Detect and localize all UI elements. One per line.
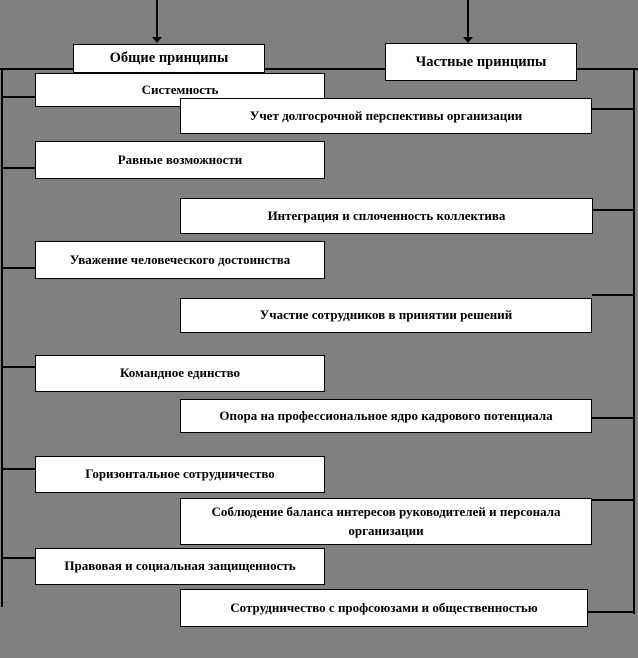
principle-label: Опора на профессиональное ядро кадрового потенциала [219, 407, 553, 423]
right-stub-line-4 [585, 417, 635, 419]
right-stub-line-6 [580, 611, 635, 613]
principle-label: Уважение человеческого достоинства [69, 251, 291, 267]
header-box-general [73, 44, 265, 73]
right-rail-line [633, 68, 635, 614]
arrow-stem [156, 0, 158, 38]
principle-label: Командное единство [119, 365, 241, 381]
particular-principle-box-1 [180, 98, 592, 134]
arrow-stem [467, 0, 469, 38]
principle-label: Учет долгосрочной перспективы организации [249, 107, 523, 123]
general-principle-box-3 [35, 241, 325, 279]
arrow-head-icon [152, 37, 162, 43]
principle-label: Правовая и социальная защищенность [64, 558, 296, 574]
principle-label: Участие сотрудников в принятии решений [259, 307, 513, 323]
general-principle-box-5 [35, 456, 325, 493]
header-box-particular [385, 43, 577, 81]
header-label: Общие принципы [109, 50, 229, 67]
principle-label: Системность [141, 81, 219, 97]
general-principle-box-4 [35, 355, 325, 392]
right-stub-line-3 [592, 294, 635, 296]
particular-principle-box-6 [180, 589, 588, 627]
right-stub-line-1 [585, 108, 635, 110]
particular-principle-box-5 [180, 498, 592, 545]
particular-principle-box-2 [180, 198, 593, 234]
principle-label: Горизонтальное сотрудничество [85, 466, 275, 482]
principle-label: Равные возможности [117, 151, 243, 167]
principle-label: Соблюдение баланса интересов руководителей и персонала организации [211, 503, 561, 538]
principle-label: Интеграция и сплоченность коллектива [267, 207, 506, 223]
right-stub-line-5 [585, 499, 635, 501]
header-label: Частные принципы [415, 53, 547, 70]
particular-principle-box-3 [180, 298, 592, 333]
general-principle-box-2 [35, 141, 325, 179]
general-principle-box-6 [35, 548, 325, 585]
particular-principle-box-4 [180, 399, 592, 433]
principle-label: Сотрудничество с профсоюзами и общественностью [230, 599, 538, 615]
left-rail-line [1, 68, 3, 607]
